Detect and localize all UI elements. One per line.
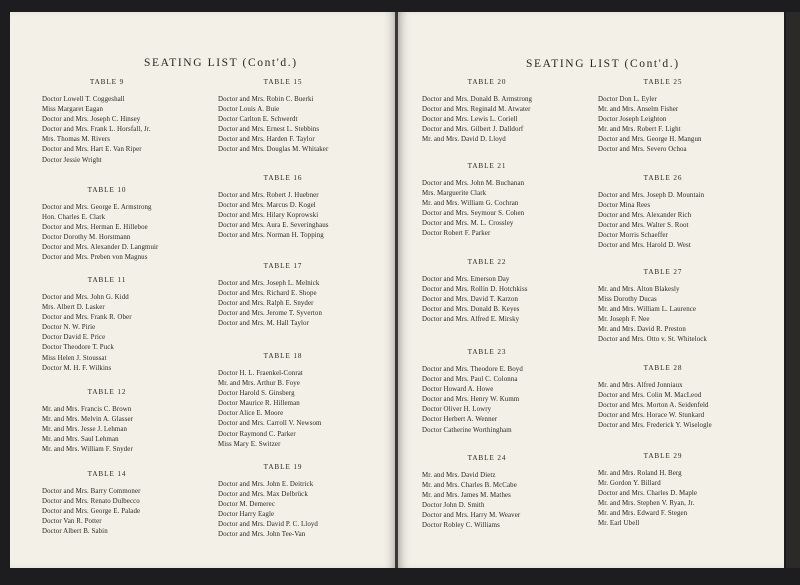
guest-name: Doctor and Mrs. Rollin D. Hotchkiss (422, 286, 528, 294)
guest-name: Doctor and Mrs. Barry Commoner (42, 488, 141, 495)
guest-name: Doctor and Mrs. Paul C. Colonna (422, 376, 518, 384)
guest-name: Doctor Oliver H. Lowry (422, 406, 492, 414)
guest-name: Doctor Howard A. Howe (422, 386, 494, 394)
seating-table (422, 454, 592, 532)
guest-name: Doctor Joseph Leighton (598, 116, 667, 124)
guest-name: Doctor Louis A. Buie (218, 106, 280, 114)
table-title: TABLE 12 (87, 388, 127, 396)
guest-name: Doctor and Mrs. Harden F. Taylor (218, 136, 315, 144)
guest-name: Doctor and Mrs. Harold D. West (598, 242, 691, 250)
table-title: TABLE 19 (263, 463, 303, 471)
guest-name: Doctor and Mrs. Alexander D. Langmuir (42, 244, 159, 252)
guest-name: Doctor Robley C. Williams (422, 522, 500, 530)
guest-name: Doctor and Mrs. David P. C. Lloyd (218, 521, 318, 529)
table-title: TABLE 21 (467, 162, 507, 170)
guest-name: Mr. and Mrs. William L. Laurence (598, 306, 697, 314)
guest-name: Doctor Morris Schaeffer (598, 232, 668, 240)
guest-name: Doctor and Mrs. Donald B. Armstrong (422, 96, 533, 103)
table-title: TABLE 14 (87, 470, 127, 478)
guest-name: Mr. and Mrs. William F. Snyder (42, 446, 133, 454)
guest-name: Doctor and Mrs. Frank L. Horsfall, Jr. (42, 126, 151, 134)
guest-name: Mr. Gordon Y. Billard (598, 480, 661, 488)
guest-name: Doctor and Mrs. Colin M. MacLeod (598, 392, 702, 400)
seating-table (422, 258, 592, 325)
guest-name: Mr. and Mrs. Alfred Jonniaux (598, 382, 683, 389)
seating-table (598, 364, 768, 431)
guest-name: Doctor David E. Price (42, 334, 106, 342)
guest-name: Doctor and Mrs. Joseph C. Hinsey (42, 116, 141, 124)
guest-name: Doctor and Mrs. John G. Kidd (42, 294, 129, 301)
guest-name: Doctor and Mrs. Herman E. Hilleboe (42, 224, 148, 232)
guest-name: Doctor Catherine Worthingham (422, 426, 512, 434)
guest-name: Doctor John D. Smith (422, 502, 485, 510)
guest-name: Doctor and Mrs. Douglas M. Whitaker (218, 146, 329, 154)
guest-name: Doctor and Mrs. Reginald M. Atwater (422, 106, 531, 114)
table-title: TABLE 28 (643, 364, 683, 372)
seating-table (598, 268, 768, 346)
guest-name: Doctor and Mrs. Walter S. Root (598, 222, 689, 230)
guest-name: Doctor Raymond C. Parker (218, 430, 296, 438)
guest-name: Doctor Dorothy M. Horstmann (42, 234, 131, 242)
guest-name: Mr. Joseph F. Nee (598, 316, 650, 324)
table-title: TABLE 22 (467, 258, 507, 266)
guest-name: Doctor and Mrs. Max Delbrück (218, 491, 308, 499)
guest-name: Doctor M. H. F. Wilkins (42, 364, 112, 372)
seating-table (218, 174, 388, 241)
guest-name: Mr. and Mrs. Arthur B. Foye (218, 380, 300, 388)
guest-name: Doctor and Mrs. Alfred E. Mirsky (422, 316, 520, 324)
page-heading: SEATING LIST (Cont'd.) (526, 58, 680, 70)
guest-name: Doctor Herbert A. Wenner (422, 416, 498, 424)
guest-name: Doctor and Mrs. Donald B. Keyes (422, 306, 520, 314)
guest-name: Mr. and Mrs. Francis C. Brown (42, 406, 132, 413)
guest-name: Miss Mary E. Switzer (218, 440, 281, 448)
guest-name: Doctor and Mrs. Frederick Y. Wiselogle (598, 422, 712, 430)
guest-name: Mr. Earl Ubell (598, 520, 640, 528)
seating-table (42, 186, 212, 264)
guest-name: Doctor and Mrs. Severo Ochoa (598, 146, 687, 154)
guest-name: Doctor Robert F. Parker (422, 230, 491, 238)
guest-name: Doctor and Mrs. M. Hall Taylor (218, 320, 309, 328)
guest-name: Mr. and Mrs. David R. Preston (598, 326, 686, 334)
guest-name: Doctor and Mrs. George E. Armstrong (42, 204, 152, 211)
seating-table (422, 78, 592, 145)
guest-name: Doctor and Mrs. Horace W. Stunkard (598, 412, 705, 420)
table-title: TABLE 24 (467, 454, 507, 462)
guest-name: Doctor and Mrs. Emerson Day (422, 276, 510, 283)
guest-name: Doctor Van R. Potter (42, 518, 102, 526)
guest-name: Doctor and Mrs. Alexander Rich (598, 212, 692, 220)
guest-name: Mr. and Mrs. David D. Lloyd (422, 136, 506, 144)
guest-name: Doctor and Mrs. Seymour S. Cohen (422, 210, 525, 218)
guest-name: Mr. and Mrs. Anselm Fisher (598, 106, 679, 114)
guest-name: Doctor and Mrs. Otto v. St. Whitelock (598, 336, 707, 344)
guest-name: Doctor and Mrs. Jerome T. Syverton (218, 310, 322, 318)
guest-name: Doctor and Mrs. John M. Buchanan (422, 180, 525, 187)
guest-name: Miss Helen J. Stoussat (42, 354, 107, 362)
table-title: TABLE 20 (467, 78, 507, 86)
guest-name: Doctor N. W. Pirie (42, 324, 96, 332)
guest-name: Miss Margaret Eagan (42, 106, 104, 114)
guest-name: Doctor Lowell T. Coggeshall (42, 96, 125, 103)
guest-name: Mr. and Mrs. Stephen V. Ryan, Jr. (598, 500, 695, 508)
seating-table (422, 348, 592, 436)
guest-name: Doctor and Mrs. Robert J. Huebner (218, 192, 319, 199)
seating-table (42, 470, 212, 537)
seating-table (598, 78, 768, 156)
guest-name: Doctor and Mrs. Morton A. Seidenfeld (598, 402, 709, 410)
guest-name: Mr. and Mrs. Roland H. Berg (598, 470, 682, 477)
guest-name: Doctor Don L. Eyler (598, 96, 657, 103)
guest-name: Doctor and Mrs. Joseph D. Mountain (598, 192, 705, 199)
guest-name: Doctor and Mrs. Aura E. Severinghaus (218, 222, 329, 230)
guest-name: Doctor and Mrs. Henry W. Kumm (422, 396, 520, 404)
seating-table (218, 352, 388, 450)
guest-name: Doctor and Mrs. Renato Dulbecco (42, 498, 140, 506)
guest-name: Doctor Maurice R. Hilleman (218, 400, 300, 408)
table-title: TABLE 26 (643, 174, 683, 182)
guest-name: Doctor and Mrs. Hart E. Van Riper (42, 146, 142, 154)
guest-name: Doctor H. L. Fraenkel-Conrat (218, 370, 303, 377)
left-page (10, 12, 396, 568)
guest-name: Doctor and Mrs. George E. Palade (42, 508, 141, 516)
table-title: TABLE 18 (263, 352, 303, 360)
guest-name: Doctor and Mrs. George H. Mangun (598, 136, 702, 144)
guest-name: Doctor M. Demerec (218, 501, 275, 509)
guest-name: Doctor Jessie Wright (42, 156, 102, 164)
seating-table (218, 463, 388, 541)
guest-name: Mr. and Mrs. Jesse J. Lehman (42, 426, 128, 434)
guest-name: Doctor and Mrs. John Tee-Van (218, 531, 306, 539)
guest-name: Doctor and Mrs. Lewis L. Coriell (422, 116, 518, 124)
seating-table (42, 78, 212, 166)
table-title: TABLE 23 (467, 348, 507, 356)
guest-name: Doctor and Mrs. Ernest L. Stebbins (218, 126, 320, 134)
guest-name: Mr. and Mrs. Saul Lehman (42, 436, 119, 444)
guest-name: Hon. Charles E. Clark (42, 214, 106, 222)
guest-name: Doctor Albert B. Sabin (42, 528, 108, 536)
guest-name: Doctor and Mrs. Carroll V. Newsom (218, 420, 322, 428)
guest-name: Mr. and Mrs. Edward F. Stegen (598, 510, 688, 518)
guest-name: Doctor and Mrs. Robin C. Buerki (218, 96, 314, 103)
guest-name: Mr. and Mrs. David Dietz (422, 472, 496, 479)
guest-name: Doctor and Mrs. Richard E. Shope (218, 290, 317, 298)
guest-name: Miss Dorothy Ducas (598, 296, 657, 304)
guest-name: Mrs. Marguerite Clark (422, 190, 487, 198)
table-title: TABLE 9 (89, 78, 125, 86)
guest-name: Doctor and Mrs. David T. Karzon (422, 296, 519, 304)
guest-name: Doctor Carlton E. Schwerdt (218, 116, 298, 124)
page-heading: SEATING LIST (Cont'd.) (144, 57, 298, 69)
table-title: TABLE 25 (643, 78, 683, 86)
guest-name: Doctor and Mrs. Charles D. Maple (598, 490, 698, 498)
seating-table (598, 174, 768, 252)
guest-name: Doctor and Mrs. Frank R. Ober (42, 314, 132, 322)
guest-name: Doctor and Mrs. Ralph E. Snyder (218, 300, 314, 308)
table-title: TABLE 11 (87, 276, 127, 284)
seating-table (218, 262, 388, 329)
guest-name: Doctor and Mrs. M. L. Crossley (422, 220, 514, 228)
guest-name: Doctor and Mrs. Norman H. Topping (218, 232, 324, 240)
guest-name: Doctor Alice E. Moore (218, 410, 284, 418)
guest-name: Doctor Harold S. Ginsberg (218, 390, 295, 398)
guest-name: Doctor and Mrs. Theodore E. Boyd (422, 366, 523, 373)
guest-name: Doctor Theodore T. Puck (42, 344, 114, 352)
guest-name: Doctor and Mrs. Gilbert J. Dalldorf (422, 126, 524, 134)
page-edge (786, 12, 800, 568)
guest-name: Doctor and Mrs. Preben von Magnus (42, 254, 148, 262)
guest-name: Doctor and Mrs. Hilary Koprowski (218, 212, 319, 220)
guest-name: Doctor and Mrs. Marcus D. Kogel (218, 202, 316, 210)
guest-name: Mrs. Albert D. Lasker (42, 304, 105, 312)
guest-name: Doctor and Mrs. John E. Deitrick (218, 481, 314, 488)
guest-name: Mr. and Mrs. Alton Blakesly (598, 286, 680, 293)
guest-name: Mrs. Thomas M. Rivers (42, 136, 111, 144)
seating-table (598, 452, 768, 530)
guest-name: Mr. and Mrs. James M. Mathes (422, 492, 511, 500)
seating-table (422, 162, 592, 240)
guest-name: Doctor Mina Rees (598, 202, 651, 210)
seating-table (218, 78, 388, 156)
table-title: TABLE 27 (643, 268, 683, 276)
guest-name: Doctor Harry Eagle (218, 511, 275, 519)
table-title: TABLE 16 (263, 174, 303, 182)
guest-name: Mr. and Mrs. Robert F. Light (598, 126, 681, 134)
table-title: TABLE 29 (643, 452, 683, 460)
guest-name: Doctor and Mrs. Joseph L. Melnick (218, 280, 320, 287)
seating-table (42, 276, 212, 374)
guest-name: Mr. and Mrs. William G. Cochran (422, 200, 519, 208)
table-title: TABLE 10 (87, 186, 127, 194)
right-page (398, 12, 784, 568)
guest-name: Doctor and Mrs. Harry M. Weaver (422, 512, 521, 520)
guest-name: Mr. and Mrs. Melvin A. Glasser (42, 416, 134, 424)
guest-name: Mr. and Mrs. Charles B. McCabe (422, 482, 517, 490)
seating-table (42, 388, 212, 455)
table-title: TABLE 15 (263, 78, 303, 86)
table-title: TABLE 17 (263, 262, 303, 270)
